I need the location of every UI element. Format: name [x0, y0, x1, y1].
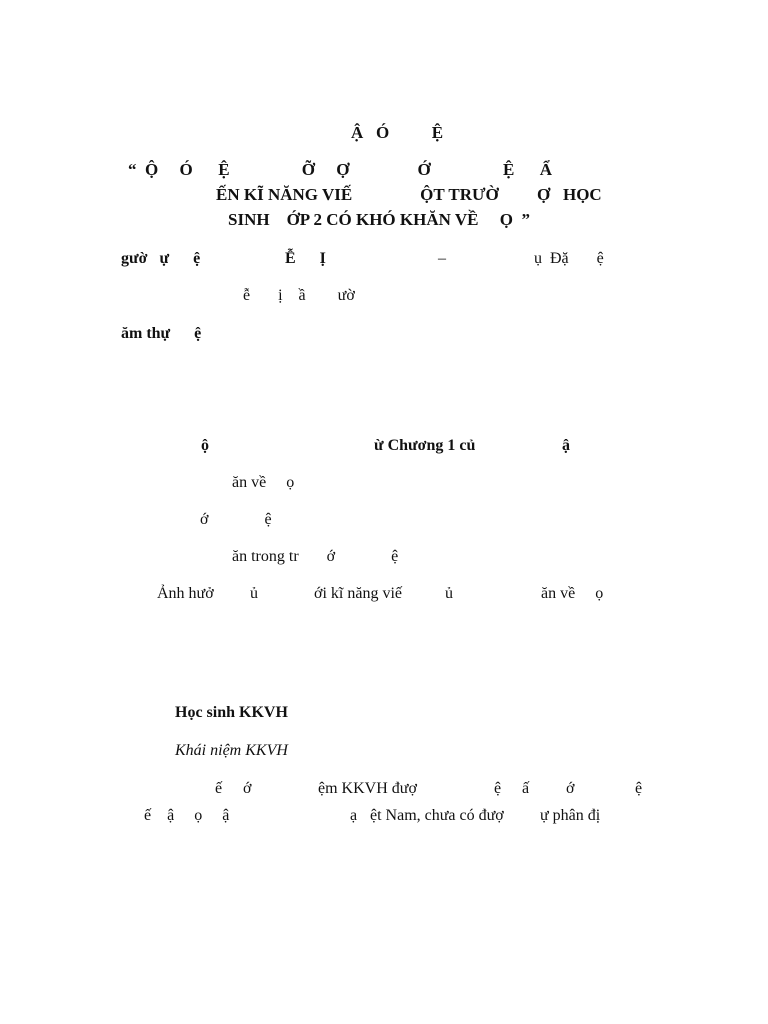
influence-part2: ủ — [250, 585, 258, 602]
paragraph-line2-part: ế ậ ọ ậ — [144, 807, 230, 824]
influence-part1: Ảnh hưở — [157, 585, 214, 602]
title-line-1: “ Ộ Ó Ệ Ỡ Ợ Ớ Ệ Ẩ — [128, 160, 553, 179]
author-label: gườ ự ệ — [121, 250, 201, 267]
influence-part5: ăn về ọ — [541, 585, 604, 602]
paragraph-line2-part: ệt Nam, chưa có đượ — [370, 807, 504, 824]
title-line-3: SINH ỚP 2 CÓ KHÓ KHĂN VỀ Ọ ” — [228, 210, 530, 229]
subsection-heading: Khái niệm KKVH — [175, 742, 288, 759]
paragraph-line1-part: ệm KKVH đượ — [318, 780, 417, 797]
author-name: Ễ Ị — [285, 250, 326, 267]
section-heading: Học sinh KKVH — [175, 704, 288, 721]
toc-item: ăn trong tr ớ ệ — [232, 548, 399, 565]
paragraph-line1-part: ớ — [566, 780, 575, 797]
influence-part3: ới kĩ năng viế — [314, 585, 402, 602]
paragraph-line1-part: ấ — [522, 780, 530, 797]
paragraph-line1-part: ớ — [243, 780, 252, 797]
paragraph-line2-part: ự phân đị — [540, 807, 601, 824]
influence-part4: ủ — [445, 585, 453, 602]
paragraph-line1-part: ệ — [635, 780, 643, 797]
section-intro-part1: ộ — [201, 437, 209, 454]
toc-item: ăn về ọ — [232, 474, 295, 491]
author-dash: – — [438, 250, 446, 267]
section-intro-part3: ậ — [562, 437, 570, 454]
document-heading: Ậ Ó Ệ — [351, 123, 444, 142]
author-school: ễ ị ầ ườ — [243, 287, 355, 304]
paragraph-line2-part: ạ — [350, 807, 358, 824]
toc-item: ớ ệ — [200, 511, 272, 528]
paragraph-line1-part: ệ — [494, 780, 502, 797]
paragraph-line1-part: ế — [215, 780, 223, 797]
author-org: ụ Đặ ệ — [534, 250, 604, 267]
year-label: ăm thự ệ — [121, 325, 202, 342]
title-line-2: ẾN KĨ NĂNG VIẾ ỘT TRƯỜ Ợ HỌC — [216, 185, 602, 204]
section-intro-part2: ừ Chương 1 củ — [374, 437, 476, 454]
